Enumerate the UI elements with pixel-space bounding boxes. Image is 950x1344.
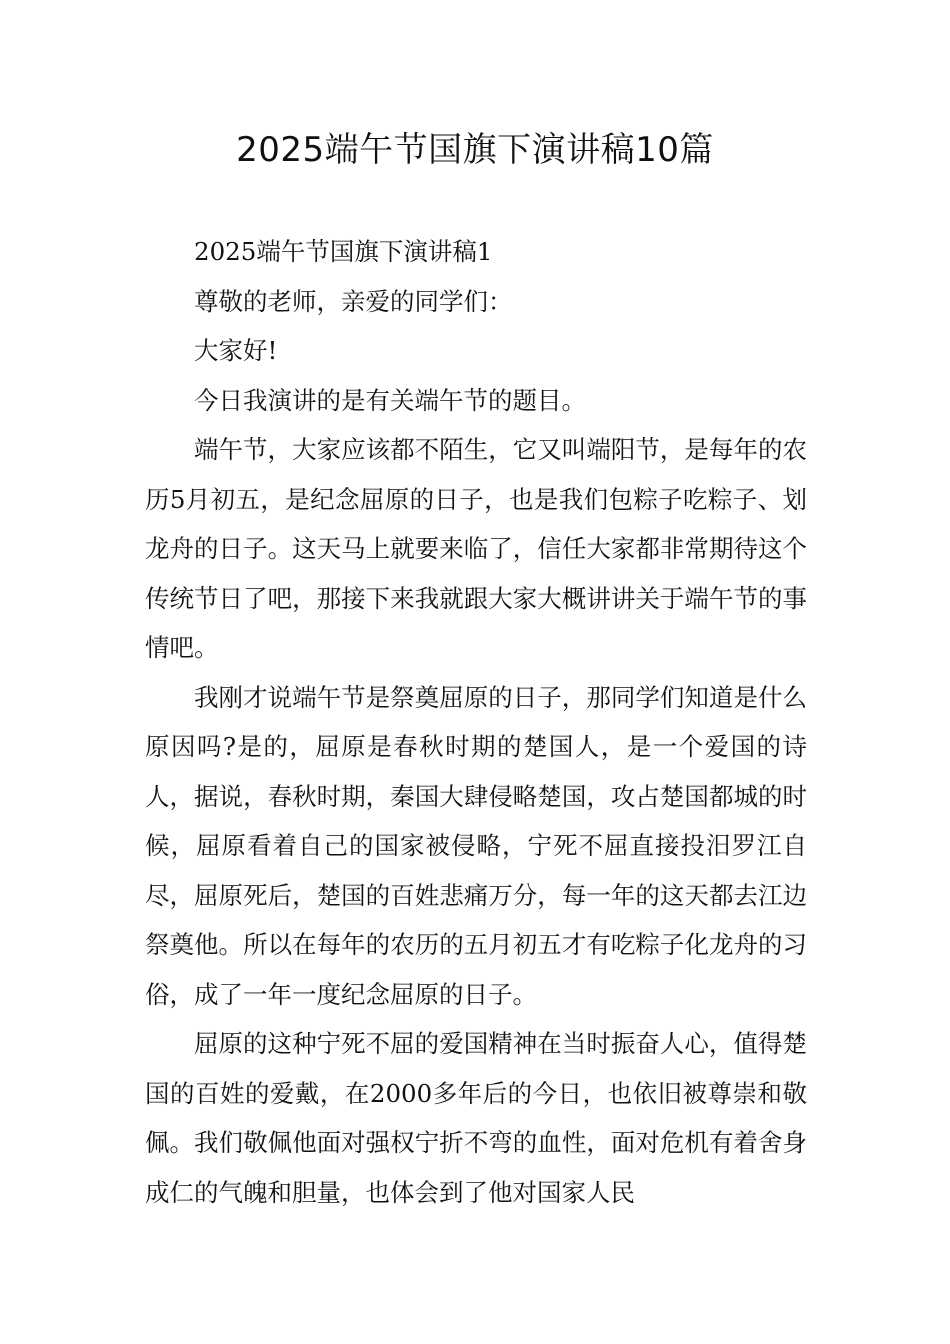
speech-heading: 2025端午节国旗下演讲稿1	[194, 237, 493, 266]
body-paragraph: 我刚才说端午节是祭奠屈原的日子，那同学们知道是什么原因吗?是的，屈原是春秋时期的楚国人，是一个爱国的诗人，据说，春秋时期，秦国大肆侵略楚国，攻占楚国都城的时候，屈原看着自己的国家被侵略，宁死不屈直接投汨罗江自尽，屈原死后，楚国的百姓悲痛万分，每一年的这天都去江边祭奠他。所以在每年的农历的五月初五才有吃粽子化龙舟的习俗，成了一年一度纪念屈原的日子。	[145, 682, 807, 1009]
salutation: 尊敬的老师，亲爱的同学们：	[194, 286, 513, 316]
body-paragraph: 端午节，大家应该都不陌生，它又叫端阳节，是每年的农历5月初五，是纪念屈原的日子，也是我们包粽子吃粽子、划龙舟的日子。这天马上就要来临了，信任大家都非常期待这个传统节日了吧，那接下来我就跟大家大概讲讲关于端午节的事情吧。	[145, 435, 807, 662]
document-title: 2025端午节国旗下演讲稿10篇	[236, 130, 714, 170]
document-body	[145, 227, 807, 1217]
topic-intro-paragraph: 今日我演讲的是有关端午节的题目。	[194, 385, 586, 415]
body-paragraph: 屈原的这种宁死不屈的爱国精神在当时振奋人心，值得楚国的百姓的爱戴，在2000多年后的今日，也依旧被尊崇和敬佩。我们敬佩他面对强权宁折不弯的血性，面对危机有着舍身成仁的气魄和胆量，也体会到了他对国家人民	[145, 1029, 807, 1207]
greeting: 大家好!	[194, 336, 278, 365]
